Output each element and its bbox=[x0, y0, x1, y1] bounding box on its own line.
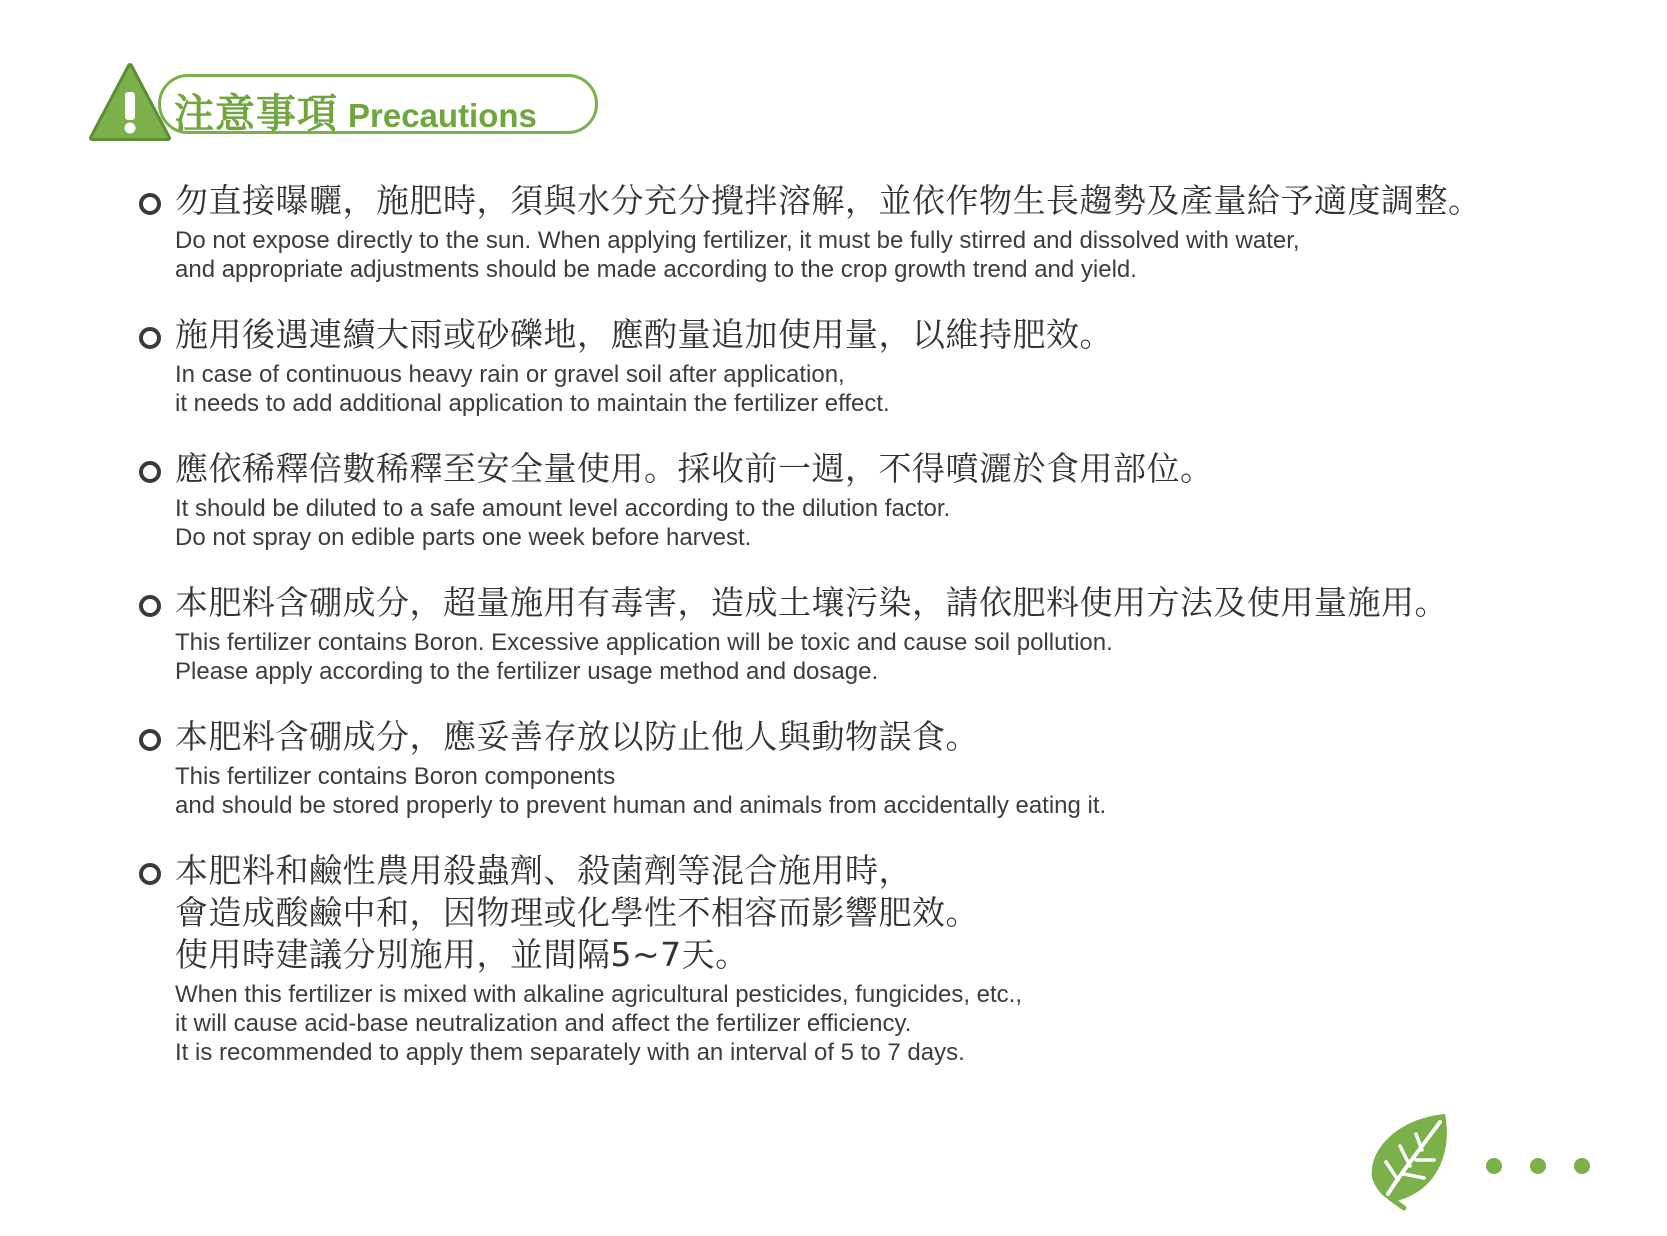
bullet-circle-icon bbox=[139, 863, 161, 885]
dot bbox=[1486, 1158, 1502, 1174]
dot bbox=[1574, 1158, 1590, 1174]
list-item bbox=[135, 180, 1615, 284]
bullet-circle-icon bbox=[139, 595, 161, 617]
bullet-circle-icon bbox=[139, 327, 161, 349]
list-item bbox=[135, 582, 1615, 686]
leaf-icon bbox=[1360, 1108, 1460, 1218]
bullet-circle-icon bbox=[139, 729, 161, 751]
precautions-list bbox=[135, 180, 1615, 1097]
item-text-zh: 本肥料和鹼性農用殺蟲劑、殺菌劑等混合施用時， 會造成酸鹼中和，因物理或化學性不相容而影響肥效。 使用時建議分別施用，並間隔5~7天。 bbox=[175, 851, 979, 974]
item-text-zh: 應依稀釋倍數稀釋至安全量使用。採收前一週，不得噴灑於食用部位。 bbox=[175, 449, 1214, 488]
bullet-circle-icon bbox=[139, 193, 161, 215]
list-item bbox=[135, 448, 1615, 552]
item-text-en: This fertilizer contains Boron components and should be stored properly to prevent human and animals from accidentally eating it. bbox=[175, 763, 1107, 819]
list-item bbox=[135, 314, 1615, 418]
title-en: Precautions bbox=[348, 97, 537, 134]
list-item bbox=[135, 716, 1615, 820]
precautions-header bbox=[86, 62, 606, 150]
item-text-zh: 勿直接曝曬，施肥時，須與水分充分攪拌溶解，並依作物生長趨勢及產量給予適度調整。 bbox=[175, 181, 1482, 220]
bullet-circle-icon bbox=[139, 461, 161, 483]
item-text-en: Do not expose directly to the sun. When applying fertilizer, it must be fully stirred and dissolved with water, and appropriate adjustments should be made according to the crop growth trend and yield. bbox=[175, 227, 1300, 283]
item-text-en: When this fertilizer is mixed with alkaline agricultural pesticides, fungicides, etc., it will cause acid-base neutralization and affect the fertilizer efficiency. It is recommended to apply them separately with an interval of 5 to 7 days. bbox=[175, 981, 1023, 1066]
item-text-zh: 本肥料含硼成分，應妥善存放以防止他人與動物誤食。 bbox=[175, 717, 979, 756]
footer-decoration bbox=[1360, 1108, 1600, 1218]
item-text-zh: 本肥料含硼成分，超量施用有毒害，造成土壤污染，請依肥料使用方法及使用量施用。 bbox=[175, 583, 1448, 622]
item-text-en: This fertilizer contains Boron. Excessive application will be toxic and cause soil pollution. Please apply according to the fertilizer usage method and dosage. bbox=[175, 629, 1113, 685]
list-item bbox=[135, 850, 1615, 1067]
page-title bbox=[174, 82, 537, 139]
item-text-en: It should be diluted to a safe amount level according to the dilution factor. Do not spray on edible parts one week before harvest. bbox=[175, 495, 951, 551]
item-text-zh: 施用後遇連續大雨或砂礫地，應酌量追加使用量，以維持肥效。 bbox=[175, 315, 1113, 354]
dot bbox=[1530, 1158, 1546, 1174]
item-text-en: In case of continuous heavy rain or gravel soil after application, it needs to add additional application to maintain the fertilizer effect. bbox=[175, 361, 890, 417]
title-zh: 注意事項 bbox=[174, 91, 338, 137]
